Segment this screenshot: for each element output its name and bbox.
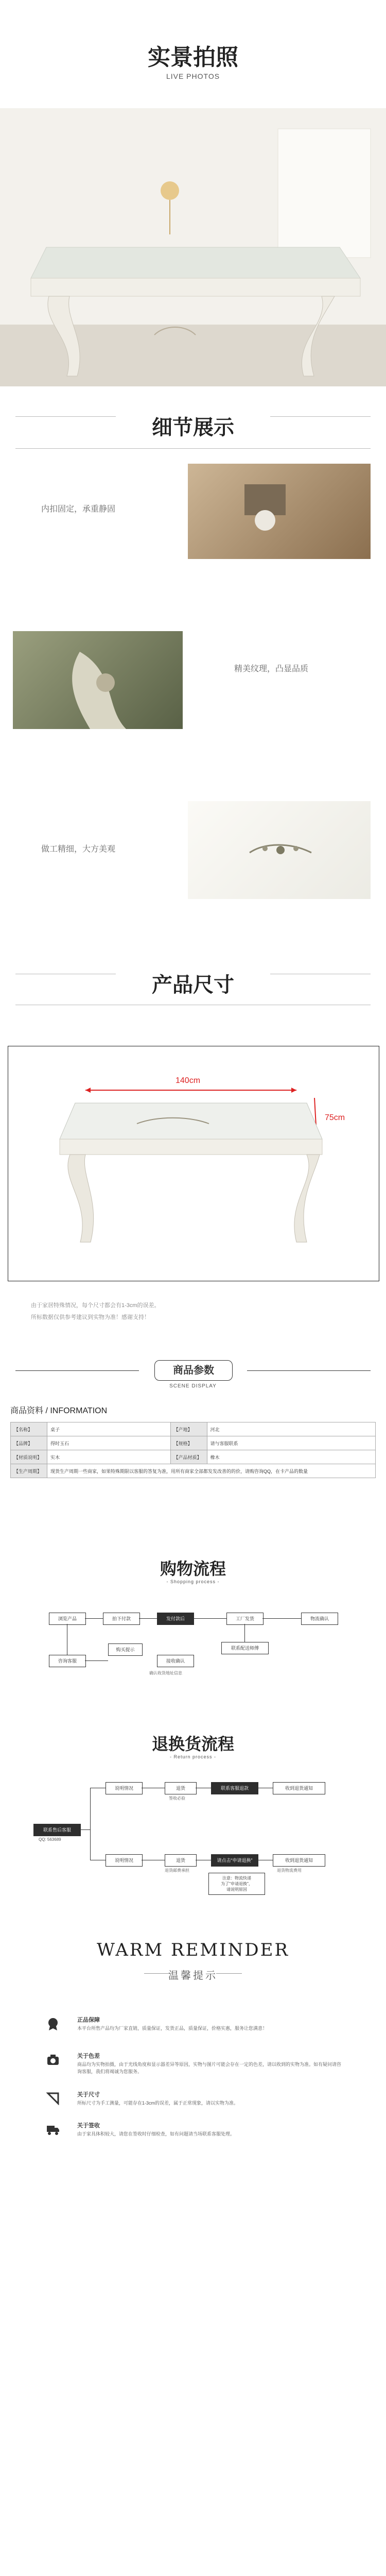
reminder-body-3: 所标尺寸为手工测量，可能存在1-3cm的误差，属于正常现象，请以实物为准。 (77, 2100, 239, 2106)
reminder-body-1: 本平台所售产品均为厂家直销，质量保证，发货正品，质量保证，价格实惠，服务让您满意！ (77, 2026, 268, 2031)
reminder-title: WARM REMINDER (96, 1940, 290, 1960)
reminder-subtitle: 温馨提示 (168, 1970, 218, 1981)
table-row: 【名称】 桌子 【产地】 河北 (11, 1422, 376, 1436)
size-frame (8, 1046, 379, 1281)
top-note: 签收必验 (169, 1796, 185, 1801)
reminder-title-3: 关于尺寸 (77, 2092, 100, 2098)
step-pay: 拍下付款 (103, 1613, 140, 1625)
camera-icon (46, 2053, 60, 2066)
bottom-sub: 退货物流费用 (277, 1868, 302, 1873)
reminder-title-2: 关于色差 (77, 2053, 100, 2059)
return-start: 联系售后客服 (33, 1824, 81, 1836)
reminder-body-2: 商品均为实物拍摄，由于光线角度和显示器差异等原因，实物与图片可能会存在一定的色差，请以收到的实物为准。如有疑问请咨询客服，我们将竭诚为您服务。 (77, 2062, 342, 2074)
reminder-body-4: 由于家具体积较大，请您在签收时仔细检查，如有问题请当场联系客服处理。 (77, 2131, 235, 2137)
step-confirm: 接收确认 (157, 1655, 194, 1667)
step-logistics: 物流确认 (301, 1613, 338, 1625)
returns-subtitle: - Return process - (169, 1754, 217, 1759)
shopping-title: 购物流程 (160, 1559, 226, 1579)
address-note: 确认收货地址信息 (149, 1671, 182, 1675)
table-illustration (0, 108, 386, 386)
detail-caption-1: 内扣固定，承重静固 (41, 505, 116, 514)
top-notice: 收到退货通知 (273, 1782, 325, 1794)
live-photo (0, 108, 386, 386)
table-row: 【品牌】 得时玉石 【规格】 请与客服联系 (11, 1436, 376, 1450)
return-start-sub: QQ: 563689 (39, 1837, 61, 1842)
step-tips: 购买提示 (108, 1643, 143, 1656)
detail-photo-1 (188, 464, 371, 559)
params-title-box: 商品参数 (154, 1360, 233, 1381)
bottom-notice: 收到退货通知 (273, 1854, 325, 1867)
shopping-subtitle: - Shopping process - (166, 1579, 220, 1584)
detail-caption-3: 做工精细，大方美观 (41, 845, 116, 854)
step-delivery: 联系配送师傅 (221, 1642, 269, 1654)
badge-icon (46, 2017, 60, 2030)
bottom-return: 退货 (165, 1854, 197, 1867)
bottom-note: 退货邮费承担 (165, 1868, 189, 1873)
info-label: 商品资料 / INFORMATION (10, 1406, 108, 1415)
size-title: 产品尺寸 (116, 969, 270, 998)
params-table (10, 1422, 376, 1478)
live-title: 实景拍照 (148, 44, 238, 71)
step-browse: 浏览产品 (49, 1613, 86, 1625)
truck-icon (46, 2123, 60, 2136)
bottom-apply: 请点击“申请退换” (211, 1854, 258, 1867)
bottom-explain: 说明情况 (106, 1854, 143, 1867)
width-label: 140cm (176, 1076, 201, 1085)
detail-title: 细节展示 (116, 411, 270, 440)
return-box: 注意：物流快递 为了"申请退换"， 请说明原因 (208, 1873, 265, 1895)
step-ship: 工厂发货 (226, 1613, 264, 1625)
ruler-icon (46, 2092, 60, 2105)
detail-photo-2 (13, 631, 183, 729)
top-refund: 联系客服退款 (211, 1782, 258, 1794)
step-consult: 咨询客服 (49, 1655, 86, 1667)
top-return: 退货 (165, 1782, 197, 1794)
returns-title: 退换货流程 (151, 1734, 234, 1754)
size-note-2: 所标数据仅供参考建议到实物为准！感谢支持！ (31, 1314, 150, 1320)
depth-label: 75cm (325, 1113, 345, 1122)
top-explain: 说明情况 (106, 1782, 143, 1794)
live-subtitle: LIVE PHOTOS (166, 72, 220, 80)
reminder-title-4: 关于签收 (77, 2123, 100, 2129)
detail-photo-3 (188, 801, 371, 899)
params-subtitle: SCENE DISPLAY (169, 1383, 217, 1389)
size-note-1: 由于家居特殊情况，每个尺寸都会有1-3cm的误差。 (31, 1302, 160, 1309)
step-paid: 发付款后 (157, 1613, 194, 1625)
detail-caption-2: 精美纹理，凸显品质 (234, 665, 309, 673)
table-row: 【材质说明】 实木 【产品材质】 橡木 (11, 1450, 376, 1464)
table-row: 【生产周期】 现货生产周期一些商家，如果特殊期限以客服的答复为准，用所有商家全部都发发改善的的价，请购咨询QQ，在卡产品的数量 (11, 1464, 376, 1478)
reminder-title-1: 正品保障 (77, 2017, 100, 2023)
